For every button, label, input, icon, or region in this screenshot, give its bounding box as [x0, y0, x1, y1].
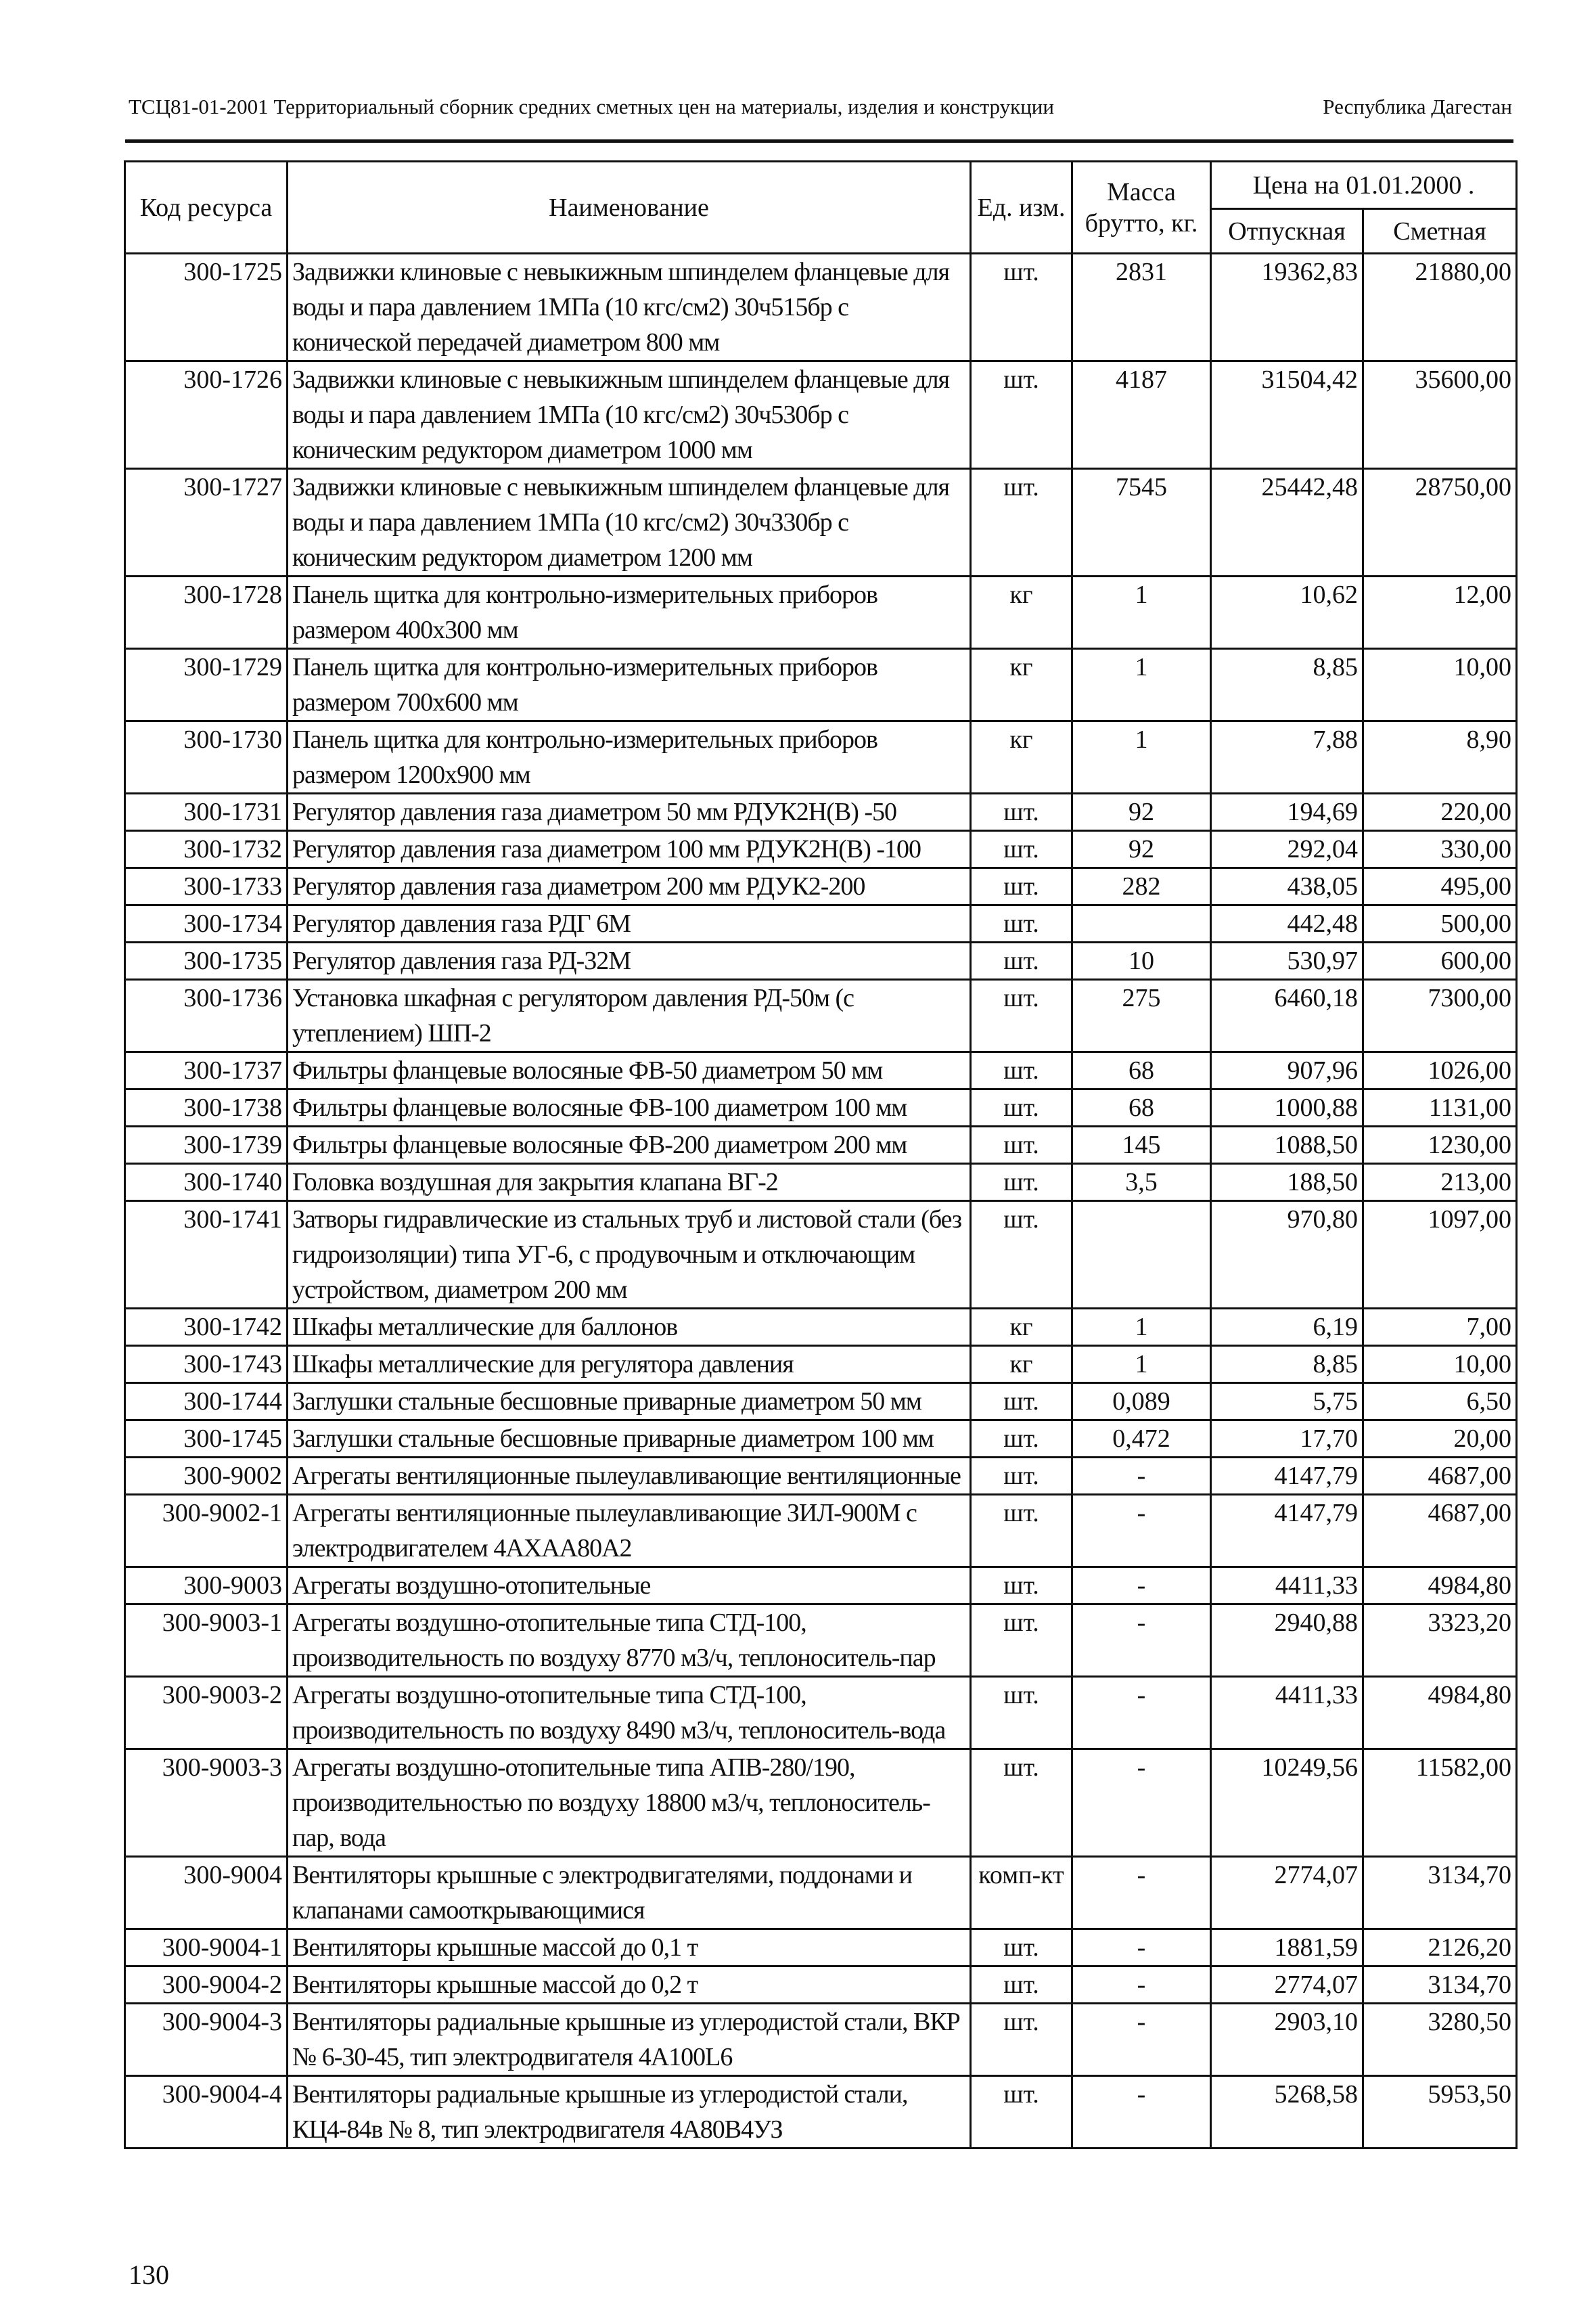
resource-name-cell: Задвижки клиновые с невыкижным шпинделем фланцевые для воды и пара давлением 1МПа (10 кгс/см2) 30ч530бр с коническим редуктором диаметром 1000 мм [288, 361, 971, 469]
release-price-cell: 907,96 [1211, 1052, 1363, 1089]
gross-mass-cell: 4187 [1072, 361, 1211, 469]
table-row [125, 868, 1517, 905]
table-row [125, 943, 1517, 980]
resource-name-cell: Вентиляторы крышные с электродвигателями, поддонами и клапанами самооткрывающимися [288, 1857, 971, 1929]
gross-mass-cell: 0,472 [1072, 1420, 1211, 1458]
estimate-price-cell: 3134,70 [1363, 1966, 1517, 2004]
unit-cell: шт. [971, 1604, 1072, 1677]
table-row [125, 1164, 1517, 1201]
gross-mass-cell: 1 [1072, 1346, 1211, 1383]
resource-code-cell: 300-1727 [125, 469, 288, 577]
gross-mass-cell: 10 [1072, 943, 1211, 980]
estimate-price-cell: 3134,70 [1363, 1857, 1517, 1929]
estimate-price-cell: 10,00 [1363, 649, 1517, 721]
unit-cell: шт. [971, 361, 1072, 469]
table-row [125, 1420, 1517, 1458]
table-row [125, 721, 1517, 794]
unit-cell: шт. [971, 1966, 1072, 2004]
gross-mass-cell: 0,089 [1072, 1383, 1211, 1420]
resource-name-cell: Вентиляторы радиальные крышные из углеродистой стали, КЦ4-84в № 8, тип электродвигателя 4А80В4УЗ [288, 2076, 971, 2149]
resource-name-cell: Агрегаты воздушно-отопительные типа СТД-100, производительность по воздуху 8490 м3/ч, теплоноситель-вода [288, 1677, 971, 1749]
unit-cell: шт. [971, 980, 1072, 1052]
gross-mass-cell: 1 [1072, 649, 1211, 721]
estimate-price-cell: 220,00 [1363, 794, 1517, 831]
estimate-price-cell: 3323,20 [1363, 1604, 1517, 1677]
gross-mass-cell: - [1072, 1749, 1211, 1857]
gross-mass-cell: 1 [1072, 577, 1211, 649]
page-header [129, 95, 1512, 135]
header-name: Наименование [288, 162, 971, 254]
release-price-cell: 2903,10 [1211, 2004, 1363, 2076]
estimate-price-cell: 7300,00 [1363, 980, 1517, 1052]
gross-mass-cell [1072, 1201, 1211, 1309]
release-price-cell: 442,48 [1211, 905, 1363, 943]
resource-code-cell: 300-1732 [125, 831, 288, 868]
header-estimate-price: Сметная [1363, 209, 1517, 254]
gross-mass-cell: 7545 [1072, 469, 1211, 577]
table-row [125, 794, 1517, 831]
unit-cell: шт. [971, 1201, 1072, 1309]
resource-name-cell: Вентиляторы радиальные крышные из углеродистой стали, ВКР № 6-30-45, тип электродвигателя 4А100L6 [288, 2004, 971, 2076]
release-price-cell: 188,50 [1211, 1164, 1363, 1201]
table-row [125, 577, 1517, 649]
unit-cell: шт. [971, 1458, 1072, 1495]
table-row [125, 254, 1517, 361]
resource-code-cell: 300-9003-3 [125, 1749, 288, 1857]
resource-code-cell: 300-1736 [125, 980, 288, 1052]
release-price-cell: 6460,18 [1211, 980, 1363, 1052]
release-price-cell: 530,97 [1211, 943, 1363, 980]
table-row [125, 2076, 1517, 2149]
resource-name-cell: Регулятор давления газа диаметром 50 мм РДУК2Н(В) -50 [288, 794, 971, 831]
estimate-price-cell: 4984,80 [1363, 1567, 1517, 1604]
table-row [125, 831, 1517, 868]
resource-code-cell: 300-9004-1 [125, 1929, 288, 1966]
estimate-price-cell: 11582,00 [1363, 1749, 1517, 1857]
gross-mass-cell: 2831 [1072, 254, 1211, 361]
release-price-cell: 194,69 [1211, 794, 1363, 831]
gross-mass-cell: 1 [1072, 721, 1211, 794]
resource-code-cell: 300-9004-3 [125, 2004, 288, 2076]
resource-code-cell: 300-9004-2 [125, 1966, 288, 2004]
estimate-price-cell: 12,00 [1363, 577, 1517, 649]
resource-name-cell: Задвижки клиновые с невыкижным шпинделем фланцевые для воды и пара давлением 1МПа (10 кгс/см2) 30ч515бр с конической передачей диаметром 800 мм [288, 254, 971, 361]
table-row [125, 1857, 1517, 1929]
resource-name-cell: Регулятор давления газа РД-32М [288, 943, 971, 980]
release-price-cell: 25442,48 [1211, 469, 1363, 577]
header-divider [125, 139, 1513, 143]
resource-name-cell: Агрегаты вентиляционные пылеулавливающие вентиляционные [288, 1458, 971, 1495]
resource-name-cell: Панель щитка для контрольно-измерительных приборов размером 400х300 мм [288, 577, 971, 649]
estimate-price-cell: 1097,00 [1363, 1201, 1517, 1309]
unit-cell: шт. [971, 1164, 1072, 1201]
release-price-cell: 6,19 [1211, 1309, 1363, 1346]
gross-mass-cell: - [1072, 1604, 1211, 1677]
resource-code-cell: 300-1743 [125, 1346, 288, 1383]
resource-name-cell: Заглушки стальные бесшовные приварные диаметром 50 мм [288, 1383, 971, 1420]
resource-code-cell: 300-1739 [125, 1127, 288, 1164]
resource-name-cell: Агрегаты вентиляционные пылеулавливающие ЗИЛ-900М с электродвигателем 4АХАА80А2 [288, 1495, 971, 1567]
price-table [124, 160, 1518, 2149]
release-price-cell: 5268,58 [1211, 2076, 1363, 2149]
estimate-price-cell: 21880,00 [1363, 254, 1517, 361]
release-price-cell: 1881,59 [1211, 1929, 1363, 1966]
table-header [125, 162, 1517, 254]
estimate-price-cell: 495,00 [1363, 868, 1517, 905]
gross-mass-cell: 3,5 [1072, 1164, 1211, 1201]
table-row [125, 1201, 1517, 1309]
estimate-price-cell: 1230,00 [1363, 1127, 1517, 1164]
release-price-cell: 1088,50 [1211, 1127, 1363, 1164]
estimate-price-cell: 28750,00 [1363, 469, 1517, 577]
gross-mass-cell [1072, 905, 1211, 943]
unit-cell: шт. [971, 1383, 1072, 1420]
resource-code-cell: 300-1730 [125, 721, 288, 794]
estimate-price-cell: 1131,00 [1363, 1089, 1517, 1127]
release-price-cell: 438,05 [1211, 868, 1363, 905]
resource-name-cell: Вентиляторы крышные массой до 0,1 т [288, 1929, 971, 1966]
document-title: ТСЦ81-01-2001 Территориальный сборник средних сметных цен на материалы, изделия и конструкции [129, 95, 1054, 118]
resource-name-cell: Регулятор давления газа диаметром 200 мм РДУК2-200 [288, 868, 971, 905]
release-price-cell: 31504,42 [1211, 361, 1363, 469]
resource-name-cell: Фильтры фланцевые волосяные ФВ-200 диаметром 200 мм [288, 1127, 971, 1164]
resource-name-cell: Агрегаты воздушно-отопительные типа СТД-100, производительность по воздуху 8770 м3/ч, теплоноситель-пар [288, 1604, 971, 1677]
estimate-price-cell: 8,90 [1363, 721, 1517, 794]
estimate-price-cell: 213,00 [1363, 1164, 1517, 1201]
resource-code-cell: 300-1742 [125, 1309, 288, 1346]
gross-mass-cell: 92 [1072, 794, 1211, 831]
gross-mass-cell: - [1072, 1677, 1211, 1749]
table-row [125, 2004, 1517, 2076]
release-price-cell: 19362,83 [1211, 254, 1363, 361]
unit-cell: шт. [971, 2004, 1072, 2076]
release-price-cell: 4411,33 [1211, 1567, 1363, 1604]
unit-cell: шт. [971, 831, 1072, 868]
table-row [125, 649, 1517, 721]
table-row [125, 361, 1517, 469]
resource-name-cell: Вентиляторы крышные массой до 0,2 т [288, 1966, 971, 2004]
estimate-price-cell: 4984,80 [1363, 1677, 1517, 1749]
table-row [125, 1089, 1517, 1127]
gross-mass-cell: 68 [1072, 1052, 1211, 1089]
gross-mass-cell: - [1072, 1567, 1211, 1604]
estimate-price-cell: 1026,00 [1363, 1052, 1517, 1089]
estimate-price-cell: 2126,20 [1363, 1929, 1517, 1966]
unit-cell: шт. [971, 1749, 1072, 1857]
header-price-group: Цена на 01.01.2000 . [1211, 162, 1517, 209]
gross-mass-cell: - [1072, 2004, 1211, 2076]
unit-cell: шт. [971, 1420, 1072, 1458]
resource-code-cell: 300-1745 [125, 1420, 288, 1458]
release-price-cell: 17,70 [1211, 1420, 1363, 1458]
estimate-price-cell: 600,00 [1363, 943, 1517, 980]
gross-mass-cell: - [1072, 1929, 1211, 1966]
unit-cell: шт. [971, 2076, 1072, 2149]
estimate-price-cell: 35600,00 [1363, 361, 1517, 469]
unit-cell: кг [971, 721, 1072, 794]
unit-cell: шт. [971, 1567, 1072, 1604]
estimate-price-cell: 4687,00 [1363, 1458, 1517, 1495]
unit-cell: кг [971, 577, 1072, 649]
unit-cell: шт. [971, 1127, 1072, 1164]
table-row [125, 1346, 1517, 1383]
region-name: Республика Дагестан [1323, 95, 1512, 118]
unit-cell: шт. [971, 1052, 1072, 1089]
estimate-price-cell: 4687,00 [1363, 1495, 1517, 1567]
resource-code-cell: 300-1740 [125, 1164, 288, 1201]
resource-name-cell: Задвижки клиновые с невыкижным шпинделем фланцевые для воды и пара давлением 1МПа (10 кгс/см2) 30ч330бр с коническим редуктором диаметром 1200 мм [288, 469, 971, 577]
resource-code-cell: 300-1738 [125, 1089, 288, 1127]
resource-name-cell: Головка воздушная для закрытия клапана ВГ-2 [288, 1164, 971, 1201]
header-unit: Ед. изм. [971, 162, 1072, 254]
resource-code-cell: 300-9003-1 [125, 1604, 288, 1677]
release-price-cell: 10249,56 [1211, 1749, 1363, 1857]
unit-cell: комп-кт [971, 1857, 1072, 1929]
resource-name-cell: Фильтры фланцевые волосяные ФВ-50 диаметром 50 мм [288, 1052, 971, 1089]
resource-name-cell: Установка шкафная с регулятором давления РД-50м (с утеплением) ШП-2 [288, 980, 971, 1052]
release-price-cell: 2940,88 [1211, 1604, 1363, 1677]
table-row [125, 1127, 1517, 1164]
table-row [125, 1458, 1517, 1495]
gross-mass-cell: 68 [1072, 1089, 1211, 1127]
table-row [125, 1052, 1517, 1089]
table-row [125, 905, 1517, 943]
gross-mass-cell: - [1072, 1495, 1211, 1567]
gross-mass-cell: - [1072, 2076, 1211, 2149]
release-price-cell: 4411,33 [1211, 1677, 1363, 1749]
resource-code-cell: 300-1737 [125, 1052, 288, 1089]
release-price-cell: 292,04 [1211, 831, 1363, 868]
release-price-cell: 8,85 [1211, 1346, 1363, 1383]
unit-cell: кг [971, 1346, 1072, 1383]
unit-cell: шт. [971, 469, 1072, 577]
resource-code-cell: 300-1726 [125, 361, 288, 469]
gross-mass-cell: 145 [1072, 1127, 1211, 1164]
unit-cell: шт. [971, 794, 1072, 831]
unit-cell: шт. [971, 1677, 1072, 1749]
gross-mass-cell: 1 [1072, 1309, 1211, 1346]
resource-code-cell: 300-1725 [125, 254, 288, 361]
release-price-cell: 2774,07 [1211, 1966, 1363, 2004]
release-price-cell: 1000,88 [1211, 1089, 1363, 1127]
estimate-price-cell: 20,00 [1363, 1420, 1517, 1458]
resource-name-cell: Фильтры фланцевые волосяные ФВ-100 диаметром 100 мм [288, 1089, 971, 1127]
gross-mass-cell: - [1072, 1458, 1211, 1495]
unit-cell: шт. [971, 868, 1072, 905]
table-row [125, 1604, 1517, 1677]
resource-code-cell: 300-1735 [125, 943, 288, 980]
release-price-cell: 4147,79 [1211, 1495, 1363, 1567]
release-price-cell: 5,75 [1211, 1383, 1363, 1420]
table-body [125, 254, 1517, 2149]
resource-code-cell: 300-9003-2 [125, 1677, 288, 1749]
resource-code-cell: 300-1731 [125, 794, 288, 831]
gross-mass-cell: - [1072, 1857, 1211, 1929]
table-row [125, 1495, 1517, 1567]
release-price-cell: 970,80 [1211, 1201, 1363, 1309]
resource-code-cell: 300-1733 [125, 868, 288, 905]
resource-code-cell: 300-1741 [125, 1201, 288, 1309]
resource-name-cell: Шкафы металлические для регулятора давления [288, 1346, 971, 1383]
resource-code-cell: 300-1734 [125, 905, 288, 943]
gross-mass-cell: 92 [1072, 831, 1211, 868]
table-row [125, 1929, 1517, 1966]
estimate-price-cell: 330,00 [1363, 831, 1517, 868]
resource-name-cell: Панель щитка для контрольно-измерительных приборов размером 700х600 мм [288, 649, 971, 721]
header-mass: Масса брутто, кг. [1072, 162, 1211, 254]
release-price-cell: 10,62 [1211, 577, 1363, 649]
unit-cell: шт. [971, 1929, 1072, 1966]
estimate-price-cell: 7,00 [1363, 1309, 1517, 1346]
table-row [125, 469, 1517, 577]
resource-code-cell: 300-9003 [125, 1567, 288, 1604]
unit-cell: шт. [971, 905, 1072, 943]
table-row [125, 1749, 1517, 1857]
header-release-price: Отпускная [1211, 209, 1363, 254]
page-number: 130 [129, 2259, 169, 2290]
resource-name-cell: Регулятор давления газа РДГ 6М [288, 905, 971, 943]
resource-name-cell: Регулятор давления газа диаметром 100 мм РДУК2Н(В) -100 [288, 831, 971, 868]
estimate-price-cell: 500,00 [1363, 905, 1517, 943]
unit-cell: кг [971, 649, 1072, 721]
release-price-cell: 7,88 [1211, 721, 1363, 794]
resource-name-cell: Шкафы металлические для баллонов [288, 1309, 971, 1346]
resource-code-cell: 300-1744 [125, 1383, 288, 1420]
unit-cell: шт. [971, 943, 1072, 980]
estimate-price-cell: 5953,50 [1363, 2076, 1517, 2149]
resource-name-cell: Агрегаты воздушно-отопительные типа АПВ-280/190, производительностью по воздуху 18800 м3/ч, теплоноситель-пар, вода [288, 1749, 971, 1857]
unit-cell: шт. [971, 1089, 1072, 1127]
table-row [125, 1309, 1517, 1346]
table-row [125, 1383, 1517, 1420]
resource-code-cell: 300-9004-4 [125, 2076, 288, 2149]
resource-name-cell: Агрегаты воздушно-отопительные [288, 1567, 971, 1604]
resource-name-cell: Панель щитка для контрольно-измерительных приборов размером 1200х900 мм [288, 721, 971, 794]
gross-mass-cell: 282 [1072, 868, 1211, 905]
unit-cell: кг [971, 1309, 1072, 1346]
resource-code-cell: 300-9002 [125, 1458, 288, 1495]
unit-cell: шт. [971, 254, 1072, 361]
release-price-cell: 2774,07 [1211, 1857, 1363, 1929]
resource-code-cell: 300-9002-1 [125, 1495, 288, 1567]
gross-mass-cell: 275 [1072, 980, 1211, 1052]
resource-code-cell: 300-1728 [125, 577, 288, 649]
estimate-price-cell: 3280,50 [1363, 2004, 1517, 2076]
table-row [125, 1966, 1517, 2004]
estimate-price-cell: 10,00 [1363, 1346, 1517, 1383]
resource-name-cell: Затворы гидравлические из стальных труб и листовой стали (без гидроизоляции) типа УГ-6, с продувочным и отключающим устройством, диаметром 200 мм [288, 1201, 971, 1309]
header-code: Код ресурса [125, 162, 288, 254]
resource-name-cell: Заглушки стальные бесшовные приварные диаметром 100 мм [288, 1420, 971, 1458]
resource-code-cell: 300-1729 [125, 649, 288, 721]
release-price-cell: 8,85 [1211, 649, 1363, 721]
estimate-price-cell: 6,50 [1363, 1383, 1517, 1420]
table-row [125, 1677, 1517, 1749]
release-price-cell: 4147,79 [1211, 1458, 1363, 1495]
gross-mass-cell: - [1072, 1966, 1211, 2004]
table-row [125, 1567, 1517, 1604]
table-row [125, 980, 1517, 1052]
unit-cell: шт. [971, 1495, 1072, 1567]
resource-code-cell: 300-9004 [125, 1857, 288, 1929]
